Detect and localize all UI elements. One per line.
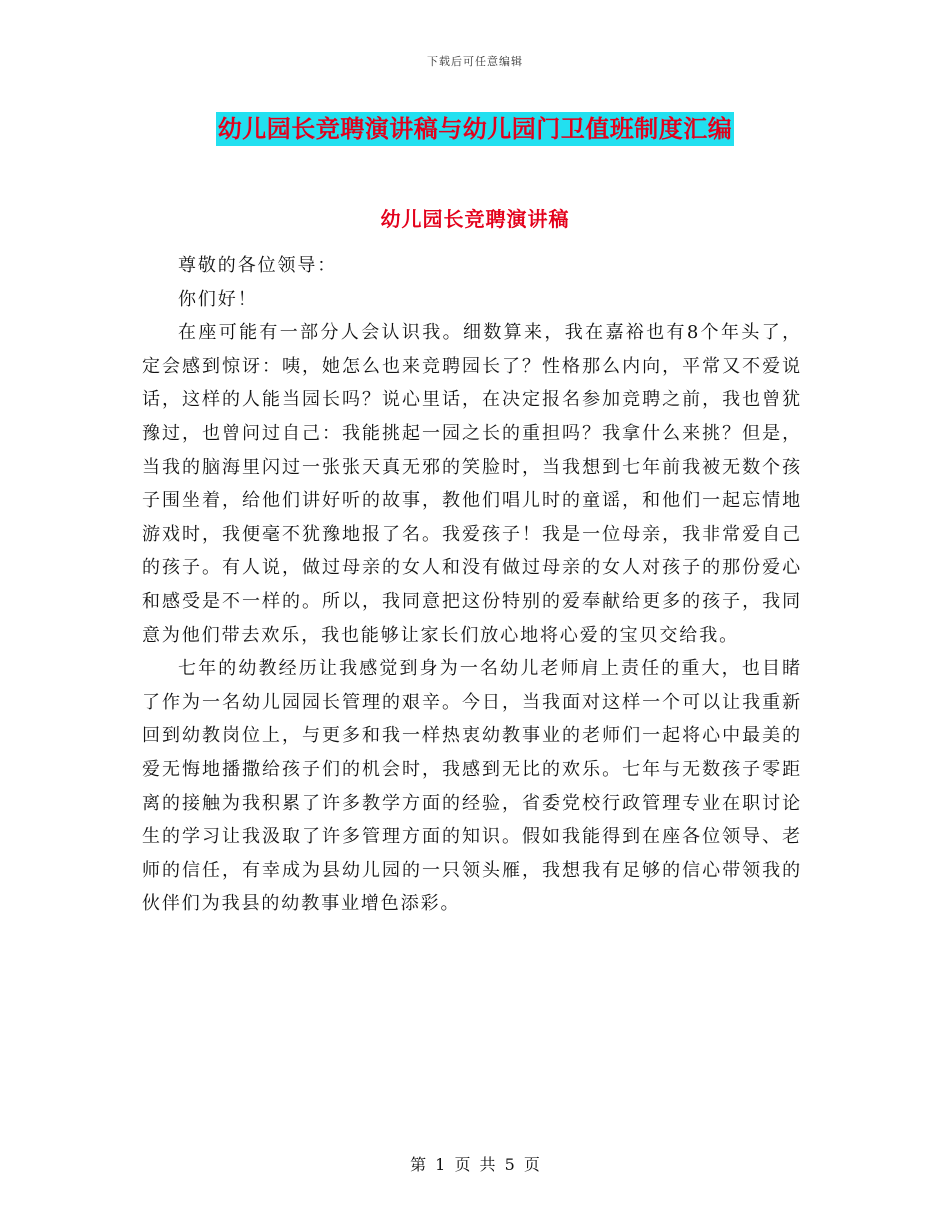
- document-body: [142, 249, 802, 921]
- section-title: 幼儿园长竞聘演讲稿: [380, 207, 570, 231]
- document-title: [0, 112, 950, 146]
- body-paragraph: 在座可能有一部分人会认识我。细数算来，我在嘉裕也有8个年头了，定会感到惊讶：咦，她怎么也来竞聘园长了？性格那么内向，平常又不爱说话，这样的人能当园长吗？说心里话，在决定报名参加竞聘之前，我也曾犹豫过，也曾问过自己：我能挑起一园之长的重担吗？我拿什么来挑？但是，当我的脑海里闪过一张张天真无邪的笑脸时，当我想到七年前我被无数个孩子围坐着，给他们讲好听的故事，教他们唱儿时的童谣，和他们一起忘情地游戏时，我便毫不犹豫地报了名。我爱孩子！我是一位母亲，我非常爱自己的孩子。有人说，做过母亲的女人和没有做过母亲的女人对孩子的那份爱心和感受是不一样的。所以，我同意把这份特别的爱奉献给更多的孩子，我同意为他们带去欢乐，我也能够让家长们放心地将心爱的宝贝交给我。: [142, 322, 802, 646]
- document-title-text: 幼儿园长竞聘演讲稿与幼儿园门卫值班制度汇编: [216, 112, 735, 146]
- greeting: 你们好！: [178, 288, 258, 310]
- page-number-footer: 第 1 页 共 5 页: [410, 1155, 540, 1174]
- salutation: 尊敬的各位领导：: [178, 255, 338, 276]
- body-paragraph: 七年的幼教经历让我感觉到身为一名幼儿老师肩上责任的重大，也目睹了作为一名幼儿园园长管理的艰辛。今日，当我面对这样一个可以让我重新回到幼教岗位上，与更多和我一样热衷幼教事业的老师们一起将心中最美的爱无悔地播撒给孩子们的机会时，我感到无比的欢乐。七年与无数孩子零距离的接触为我积累了许多教学方面的经验，省委党校行政管理专业在职讨论生的学习让我汲取了许多管理方面的知识。假如我能得到在座各位领导、老师的信任，有幸成为县幼儿园的一只领头雁，我想我有足够的信心带领我的伙伴们为我县的幼教事业增色添彩。: [142, 658, 802, 915]
- header-note: 下载后可任意编辑: [427, 55, 523, 68]
